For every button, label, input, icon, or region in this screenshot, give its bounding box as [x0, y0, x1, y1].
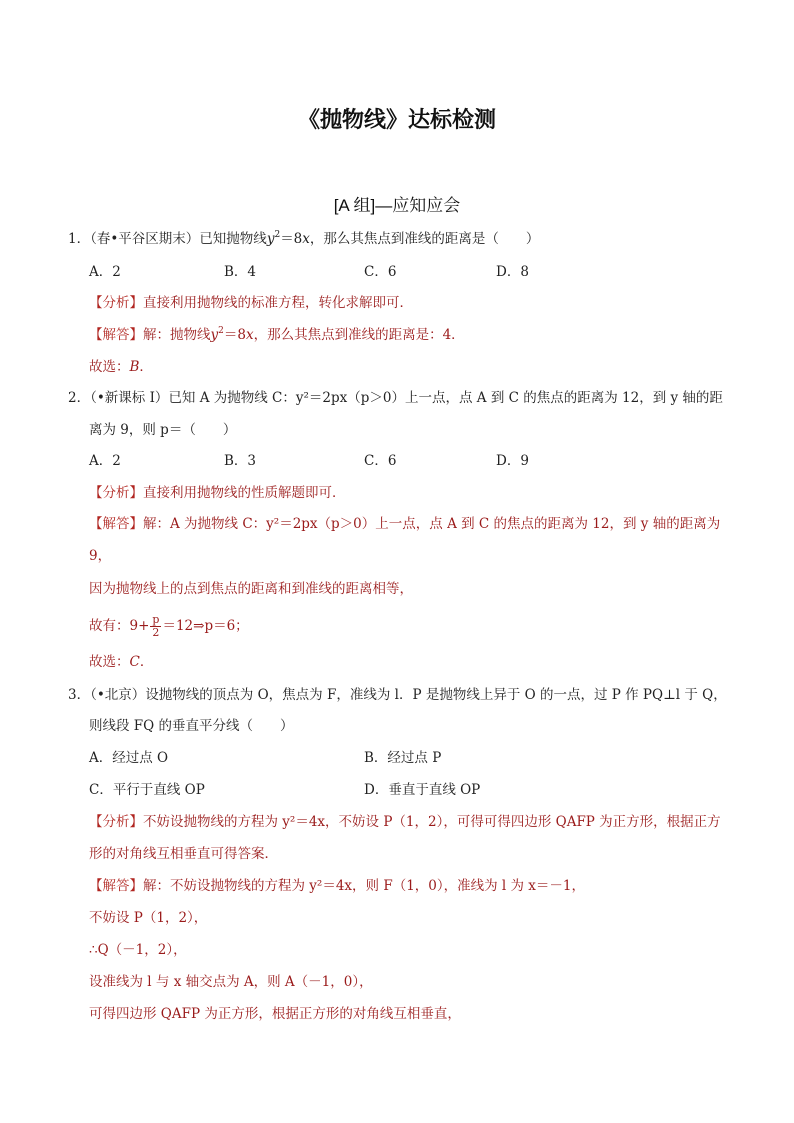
question-number: 1． — [68, 231, 91, 247]
question-3-analysis-line-2: 形的对角线互相垂直可得答案． — [89, 846, 278, 862]
question-1-answer: 【解答】解：抛物线$y^2=8x$，那么其焦点到准线的距离是：4． — [89, 326, 465, 343]
question-1-option-d[interactable]: D．8 — [496, 264, 529, 280]
question-3-stem-continued: 则线段 FQ 的垂直平分线（ ） — [89, 718, 294, 734]
question-2-option-a[interactable]: A．2 — [89, 453, 121, 469]
question-2-choice: 故选：C． — [89, 654, 154, 670]
question-2-option-c[interactable]: C．6 — [364, 453, 397, 469]
question-2-option-d[interactable]: D．9 — [496, 453, 529, 469]
question-3-analysis: 【分析】不妨设抛物线的方程为 y²＝4x，不妨设 P（1，2），可得可得四边形 QAFP 为正方形，根据正方 — [89, 814, 721, 830]
question-2-answer-line-3: 因为抛物线上的点到焦点的距离和到准线的距离相等， — [89, 581, 413, 597]
section-title: [A 组]—应知应会 — [333, 196, 461, 215]
question-2-option-b[interactable]: B．3 — [224, 453, 257, 469]
question-3-answer-line-3: ∴Q（－1，2）， — [89, 942, 187, 958]
question-3-option-a[interactable]: A．经过点 O — [89, 750, 169, 766]
question-3-stem: 3．（•北京）设抛物线的顶点为 O，焦点为 F，准线为 l．P 是抛物线上异于 O 的一点，过 P 作 PQ⊥l 于 Q， — [68, 687, 727, 703]
question-1-option-c[interactable]: C．6 — [364, 264, 397, 280]
question-2-answer: 【解答】解：A 为抛物线 C：y²＝2px（p＞0）上一点，点 A 到 C 的焦点的距离为 12，到 y 轴的距离为 — [89, 516, 721, 532]
question-1-option-a[interactable]: A．2 — [89, 264, 121, 280]
question-2-stem-continued: 离为 9，则 p＝（ ） — [89, 422, 237, 438]
question-1-stem: 1．（春•平谷区期末）已知抛物线$y^2=8x$，那么其焦点到准线的距离是（ ） — [68, 230, 540, 247]
fraction: $\frac{p}{2}$ — [152, 613, 160, 639]
question-3-answer: 【解答】解：不妨设抛物线的方程为 y²＝4x，则 F（1，0），准线为 l 为 x＝－1， — [89, 878, 586, 894]
question-3-option-b[interactable]: B．经过点 P — [364, 750, 442, 766]
question-1-choice: 故选：B． — [89, 359, 153, 375]
question-2-analysis: 【分析】直接利用抛物线的性质解题即可． — [89, 485, 346, 501]
question-3-answer-line-5: 可得四边形 QAFP 为正方形，根据正方形的对角线互相垂直， — [89, 1006, 461, 1022]
question-1-analysis: 【分析】直接利用抛物线的标准方程，转化求解即可． — [89, 295, 413, 311]
question-3-answer-line-2: 不妨设 P（1，2）， — [89, 910, 208, 926]
question-source: （春•平谷区期末） — [90, 231, 200, 247]
question-2-answer-line-4: 故有：9+ $\frac{p}{2}$ ＝12⇒p＝6； — [89, 613, 249, 639]
question-1-option-b[interactable]: B．4 — [224, 264, 257, 280]
document-title: 《抛物线》达标检测 — [297, 108, 496, 133]
question-2-answer-line-2: 9， — [89, 548, 112, 564]
question-3-answer-line-4: 设准线为 l 与 x 轴交点为 A，则 A（－1，0）， — [89, 974, 373, 990]
question-3-option-d[interactable]: D．垂直于直线 OP — [364, 782, 481, 798]
question-source: （•新课标 I） — [90, 390, 169, 406]
question-number: 3． — [68, 687, 91, 703]
question-2-stem: 2．（•新课标 I）已知 A 为抛物线 C：y²＝2px（p＞0）上一点，点 A 到 C 的焦点的距离为 12，到 y 轴的距 — [68, 390, 723, 406]
question-3-option-c[interactable]: C．平行于直线 OP — [89, 782, 205, 798]
question-source: （•北京） — [90, 687, 146, 703]
question-number: 2． — [68, 390, 91, 406]
